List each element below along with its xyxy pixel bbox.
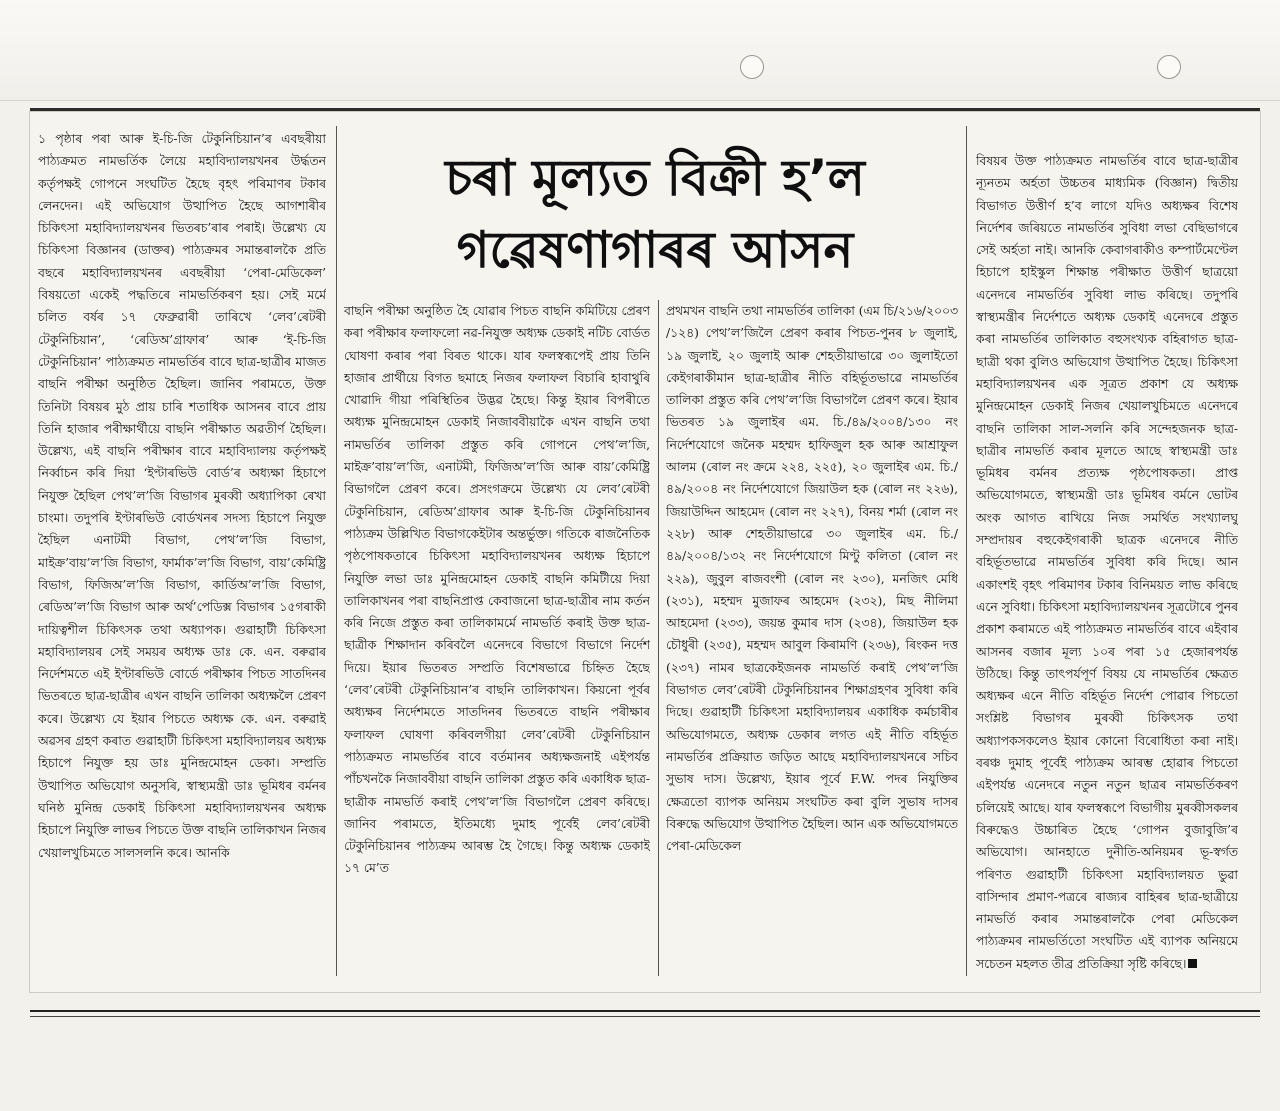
punch-hole <box>1157 55 1181 79</box>
column-4-text <box>976 150 1238 975</box>
bottom-rule-thin <box>30 1016 1260 1017</box>
bottom-rule <box>30 1010 1260 1012</box>
column-4-body: বিষয়ৰ উক্ত পাঠ্যক্ৰমত নামভৰ্তিৰ বাবে ছাত্ৰ-ছাত্ৰীৰ ন্যূনতম অৰ্হতা উচ্চতৰ মাধ্যমিক (বিজ্ঞান) দ্বিতীয় বিভাগত উত্তীৰ্ণ হ’ব লাগে যদিও অধ্যক্ষৰ বিশেষ নিৰ্দেশৰ জৰিয়তে নামভৰ্তিৰ সুবিধা লভা বেছিভাগৰে সেই অৰ্হতা নাই। আনকি কেবাগৰাকীও কম্পাৰ্টমেণ্টেল হিচাপে হাইস্কুল শিক্ষান্ত পৰীক্ষাত উত্তীৰ্ণ ছাত্ৰয়ো এনেদৰে নামভৰ্তিৰ সুবিধা লাভ কৰিছে। তদুপৰি স্বাস্থ্যমন্ত্ৰীৰ নিৰ্দেশতে অধ্যক্ষ ডেকাই এনেদৰে প্ৰস্তুত কৰা নামভৰ্তিৰ তালিকাত বহুসংখ্যক বহিৰাগত ছাত্ৰ-ছাত্ৰী থকা বুলিও অভিযোগ উত্থাপিত হৈছে। চিকিৎসা মহাবিদ্যালয়খনৰ এক সূত্ৰত প্ৰকাশ যে অধ্যক্ষ মুনিন্দ্ৰমোহন ডেকাই নিজৰ খেয়ালখুচিমতে এনেদৰে বাছনি তালিকা সাল-সলনি কৰি সন্দেহজনক ছাত্ৰ-ছাত্ৰীৰ নামভৰ্তি কৰাৰ মূলতে আছে স্বাস্থ্যমন্ত্ৰী ডাঃ ভূমিধৰ বৰ্মনৰ প্ৰত্যক্ষ পৃষ্ঠপোষকতা। প্ৰাপ্ত অভিযোগমতে, স্বাস্থ্যমন্ত্ৰী ডাঃ ভূমিধৰ বৰ্মনে ভোটৰ অংক আগত ৰাখিয়ে নিজ সমৰ্থিত সংখ্যালঘু সম্প্ৰদায়ৰ বহুকেইগৰাকী ছাত্ৰক এনেদৰে নীতি বহিৰ্ভূতভাৱে নামভৰ্তিৰ সুবিধা কৰি দিছে। আন একাংশই বৃহৎ পৰিমাণৰ টকাৰ বিনিময়ত লাভ কৰিছে এনে সুবিধা। চিকিৎসা মহাবিদ্যালয়খনৰ সূত্ৰটোৰে পুনৰ প্ৰকাশ কৰামতে এই পাঠ্যক্ৰমত নামভৰ্তিৰ বাবে এইবাৰ আসনৰ বজাৰ মূল্য ১০ৰ পৰা ১৫ হেজাৰপৰ্যন্ত উঠিছে। কিন্তু তাৎপৰ্যপূৰ্ণ বিষয় যে নামভৰ্তিৰ ক্ষেত্ৰত অধ্যক্ষৰ এনে নীতি বহিৰ্ভূত নিৰ্দেশ পোৱাৰ পিচতো সংশ্লিষ্ট বিভাগৰ মুৰব্বী চিকিৎসক তথা অধ্যাপকসকলেও ইয়াৰ কোনো বিৰোধিতা কৰা নাই। বৰঞ্চ দুমাহ পূৰ্বেই পাঠ্যক্ৰম আৰম্ভ হোৱাৰ পিচতো এইপৰ্যন্ত এনেদৰে নতুন নতুন ছাত্ৰৰ নামভৰ্তিকৰণ চলিয়েই আছে। যাৰ ফলস্বৰূপে বিভাগীয় মুৰব্বীসকলৰ বিৰুদ্ধেও উচ্চাৰিত হৈছে ‘গোপন বুজাবুজি’ৰ অভিযোগ। আনহাতে দুনীতি-অনিয়মৰ ভূ-স্বৰ্গত পৰিণত গুৱাহাটী চিকিৎসা মহাবিদ্যালয়ত ভুৱা বাসিন্দাৰ প্ৰমাণ-পত্ৰৰে ৰাজ্যৰ বাহিৰৰ ছাত্ৰ-ছাত্ৰীয়ে নামভৰ্তি কৰাৰ সমান্তৰালকৈ পেৰা মেডিকেল পাঠ্যক্ৰমৰ নামভৰ্তিতো সংঘটিত এই ব্যাপক অনিয়মে সচেতন মহলত তীব্ৰ প্ৰতিক্ৰিয়া সৃষ্টি কৰিছে। <box>976 154 1238 971</box>
headline-line-2: গৱেষণাগাৰৰ আসন <box>456 221 854 279</box>
column-divider <box>336 126 337 976</box>
headline <box>350 142 960 286</box>
column-2-text: বাছনি পৰীক্ষা অনুষ্ঠিত হৈ যোৱাৰ পিচত বাছনি কমিটিয়ে প্ৰেৰণ কৰা পৰীক্ষাৰ ফলাফলো নৱ-নিযুক্ত অধ্যক্ষ ডেকাই নটিচ বোৰ্ডত ঘোষণা কৰাৰ পৰা বিৰত থাকে। যাৰ ফলস্বৰূপেই প্ৰায় তিনি হাজাৰ প্ৰাৰ্থীয়ে বিগত ছমাহে নিজৰ ফলাফল বিচাৰি হাবাথুৰি খোৱাদি গীয়া পৰিস্থিতিৰ উদ্ভৱ হৈছে। কিন্তু ইয়াৰ বিপৰীতে অধ্যক্ষ মুনিন্দ্ৰমোহন ডেকাই নিজাববীয়াকৈ এখন বাছনি তথা নামভৰ্তিৰ তালিকা প্ৰস্তুত কৰি গোপনে পেথ’ল’জি, মাইক্ৰ’বায়’ল’জি, এনাটমী, ফিজিঅ’ল’জি আৰু বায়’কেমিষ্ট্ৰি বিভাগলৈ প্ৰেৰণ কৰে। প্ৰসংগক্ৰমে উল্লেখ্য যে লেব’ৰেটৰী টেকুনিচিয়ান, ৰেডিঅ’গ্ৰাফাৰ আৰু ই-চি-জি টেকুনিচিয়ানৰ পাঠ্যক্ৰম উল্লিখিত বিভাগকেইটাৰ অন্তৰ্ভুক্ত। গতিকে ৰাজনৈতিক পৃষ্ঠপোষকতাৰে চিকিৎসা মহাবিদ্যালয়খনৰ অধ্যক্ষ হিচাপে নিযুক্তি লভা ডাঃ মুনিন্দ্ৰমোহন ডেকাই বাছনি কমিটীয়ে দিয়া তালিকাখনৰ পৰা বাছনিপ্ৰাপ্ত কেবাজনো ছাত্ৰ-ছাত্ৰীৰ নাম কৰ্তন কৰি নিজে প্ৰস্তুত কৰা তালিকামৰ্মে নামভৰ্তি কৰাই উক্ত ছাত্ৰ-ছাত্ৰীক শিক্ষাদান কৰিবলৈ এনেদৰে বিভাগে বিভাগে নিৰ্দেশ দিয়ে। ইয়াৰ ভিতৰত সম্প্ৰতি বিশেষভাৱে চিহ্নিত হৈছে ‘লেব’ৰেটৰী টেকুনিচিয়ান’ৰ বাছনি তালিকাখন। কিয়নো পূৰ্বৰ অধ্যক্ষৰ নিৰ্দেশমতে সাতদিনৰ ভিতৰতে বাছনি পৰীক্ষাৰ ফলাফল ঘোষণা কৰিবলগীয়া লেব’ৰেটৰী টেকুনিচিয়ান পাঠ্যক্ৰমত নামভৰ্তিৰ বাবে বৰ্তমানৰ অধ্যক্ষজনাই এইপৰ্যন্ত পাঁচখনকৈ নিজাববীয়া বাছনি তালিকা প্ৰস্তুত কৰি একাধিক ছাত্ৰ-ছাত্ৰীক নামভৰ্তি কৰাই পেথ’ল’জি বিভাগলৈ প্ৰেৰণ কৰিছে। জানিব পৰামতে, ইতিমধ্যে দুমাহ পূৰ্বেই লেব’ৰেটৰী টেকুনিচিয়ানৰ পাঠ্যক্ৰম আৰম্ভ হৈ গৈছে। কিন্তু অধ্যক্ষ ডেকাই ১৭ মে’ত <box>344 304 650 876</box>
column-3-text: প্ৰথমখন বাছনি তথা নামভৰ্তিৰ তালিকা (এম চি/২১৬/২০০৩ /১২৪) পেথ’ল’জিলৈ প্ৰেৰণ কৰাৰ পিচত-পুনৰ ৮ জুলাই, ১৯ জুলাই, ২০ জুলাই আৰু শেহতীয়াভাৱে ৩০ জুলাইতো কেইগৰাকীমান ছাত্ৰ-ছাত্ৰীৰ নীতি বহিৰ্ভূতভাৱে নামভৰ্তিৰ তালিকা প্ৰস্তুত কৰি পেথ’ল’জি বিভাগলৈ প্ৰেৰণ কৰে। ইয়াৰ ভিতৰত ১৯ জুলাইৰ এম. চি./৪৯/২০০৪/১৩০ নং নিৰ্দেশযোগে জনৈক মহম্মদ হাফিজুল হক আৰু আশ্ৰাফুল আলম (ৰোল নং ক্ৰমে ২২৪, ২২৫), ২০ জুলাইৰ এম. চি./৪৯/২০০৪ নং নিৰ্দেশযোগে জিয়াউল হক (ৰোল নং ২২৬), জিয়াউদ্দিন আহমেদ (ৰোল নং ২২৭), বিনয় শৰ্মা (ৰোল নং ২২৮) আৰু শেহতীয়াভাৱে ৩০ জুলাইৰ এম. চি./৪৯/২০০৪/১৩২ নং নিৰ্দেশযোগে মিণ্টু কলিতা (ৰোল নং ২২৯), জুবুল ৰাজবংশী (ৰোল নং ২৩০), মনজিৎ মেধি (২৩১), মহম্মদ মুজাফৰ আহমেদ (২৩২), মিছ নীলিমা আহমেদা (২৩৩), জয়ন্ত কুমাৰ দাস (২৩৪), জিয়াউল হক চৌধুৰী (২৩৫), মহম্মদ আবুল কিৰামণি (২৩৬), ৰিংকন দত্ত (২৩৭) নামৰ ছাত্ৰকেইজনক নামভৰ্তি কৰাই পেথ’ল’জি বিভাগত লেব’ৰেটৰী টেকুনিচিয়ানৰ শিক্ষাগ্ৰহণৰ সুবিধা কৰি দিছে। গুৱাহাটী চিকিৎসা মহাবিদ্যালয়ৰ একাধিক কৰ্মচাৰীৰ অভিযোগমতে, অধ্যক্ষ ডেকাৰ লগত এই নীতি বহিৰ্ভূত নামভৰ্তিৰ প্ৰক্ৰিয়াত জড়িত আছে মহাবিদ্যালয়খনৰে সচিব সুভাষ দাস। উল্লেখ্য, ইয়াৰ পূৰ্বে F.W. পদৰ নিযুক্তিৰ ক্ষেত্ৰতো ব্যাপক অনিয়ম সংঘটিত কৰা বুলি সুভাষ দাসৰ বিৰুদ্ধে অভিযোগ উত্থাপিত হৈছিল। আন এক অভিযোগমতে পেৰা-মেডিকেল <box>666 304 958 854</box>
article-column-2 <box>344 300 650 972</box>
article-column-4 <box>976 150 1238 980</box>
punch-hole <box>740 55 764 79</box>
column-divider <box>658 300 659 976</box>
top-rule <box>30 108 1260 111</box>
end-mark-icon <box>1188 959 1197 968</box>
article-column-1 <box>38 128 326 970</box>
scan-top-strip <box>0 0 1280 101</box>
headline-line-1: চৰা মূল্যত বিক্ৰী হ’ল <box>445 149 865 207</box>
column-divider <box>966 126 967 976</box>
article-column-3 <box>666 300 958 972</box>
column-1-text: ১ পৃষ্ঠাৰ পৰা আৰু ই-চি-জি টেকুনিচিয়ান’ৰ এবছৰীয়া পাঠ্যক্ৰমত নামভৰ্তিক লৈয়ে মহাবিদ্যালয়খনৰ উৰ্দ্ধতন কৰ্তৃপক্ষই গোপনে সংঘটিত হৈছে বৃহৎ পৰিমাণৰ টকাৰ লেনদেন। এই অভিযোগ উত্থাপিত হৈছে আগশাৰীৰ চিকিৎসা মহাবিদ্যালয়খনৰ ভিতৰচ’ৰাৰ পৰাই। উল্লেখ্য যে চিকিৎসা বিজ্ঞানৰ (ডাক্তৰ) পাঠ্যক্ৰমৰ সমান্তৰালকৈ প্ৰতি বছৰে মহাবিদ্যালয়খনৰ এবছৰীয়া ‘পেৰা-মেডিকেল’ বিষয়তো একেই পদ্ধতিৰে নামভৰ্তিকৰণ হয়। সেই মৰ্মে চলিত বৰ্ষৰ ১৭ ফেব্ৰুৱাৰী তাৰিখে ‘লেব’ৰেটৰী টেকুনিচিয়ান’, ‘ৰেডিঅ’গ্ৰাফাৰ’ আৰু ‘ই-চি-জি টেকুনিচিয়ান’ পাঠ্যক্ৰমত নামভৰ্তিৰ বাবে ছাত্ৰ-ছাত্ৰীৰ মাজত বাছনি পৰীক্ষা অনুষ্ঠিত হৈছিল। জানিব পৰামতে, উক্ত তিনিটা বিষয়ৰ মুঠ প্ৰায় চাৰি শতাধিক আসনৰ বাবে প্ৰায় তিনি হাজাৰ পৰীক্ষাৰ্থীয়ে বাছনি পৰীক্ষাত অৱতীৰ্ণ হৈছিল। উল্লেখ্য, এই বাছনি পৰীক্ষাৰ বাবে মহাবিদ্যালয় কৰ্তৃপক্ষই নিৰ্ব্বাচন কৰি দিয়া ‘ইণ্টাৰভিউ বোৰ্ড’ৰ অধ্যক্ষা হিচাপে নিযুক্ত হৈছিল পেথ’ল’জি বিভাগৰ মুৰব্বী অধ্যাপিকা ৰেখা চাংমা। তদুপৰি ইণ্টাৰভিউ বোৰ্ডখনৰ সদস্য হিচাপে নিযুক্ত হৈছিল এনাটমী বিভাগ, পেথ’ল’জি বিভাগ, মাইক্ৰ’বায়’ল’জি বিভাগ, ফাৰ্মাক’ল’জি বিভাগ, বায়’কেমিষ্ট্ৰি বিভাগ, ফিজিঅ’ল’জি বিভাগ, কাৰ্ডিঅ’ল’জি বিভাগ, ৰেডিঅ’ল’জি বিভাগ আৰু অৰ্থ’পেডিক্স বিভাগৰ ১৫গৰাকী দায়িত্বশীল চিকিৎসক তথা অধ্যাপক। গুৱাহাটী চিকিৎসা মহাবিদ্যালয়ৰ সেই সময়ৰ অধ্যক্ষ ডাঃ কে. এন. বৰুৱাৰ নিৰ্দেশমতে এই ইণ্টাৰভিউ বোৰ্ডে পৰীক্ষাৰ পিচত সাতদিনৰ ভিতৰতে ছাত্ৰ-ছাত্ৰীৰ এখন বাছনি তালিকা অধ্যক্ষলৈ প্ৰেৰণ কৰে। উল্লেখ্য যে ইয়াৰ পিচতে অধ্যক্ষ কে. এন. বৰুৱাই অৱসৰ গ্ৰহণ কৰাত গুৱাহাটী চিকিৎসা মহাবিদ্যালয়ৰ অধ্যক্ষ হিচাপে নিযুক্ত হয় ডাঃ মুনিন্দ্ৰমোহন ডেকা। সম্প্ৰতি উত্থাপিত অভিযোগ অনুসৰি, স্বাস্থ্যমন্ত্ৰী ডাঃ ভূমিধৰ বৰ্মনৰ ঘনিষ্ঠ মুনিন্দ্ৰ ডেকাই চিকিৎসা মহাবিদ্যালয়খনৰ অধ্যক্ষ হিচাপে নিযুক্তি লাভৰ পিচতে উক্ত বাছনি তালিকাখন নিজৰ খেয়ালখুচিমতে সালসলনি কৰে। আনকি <box>38 132 326 860</box>
